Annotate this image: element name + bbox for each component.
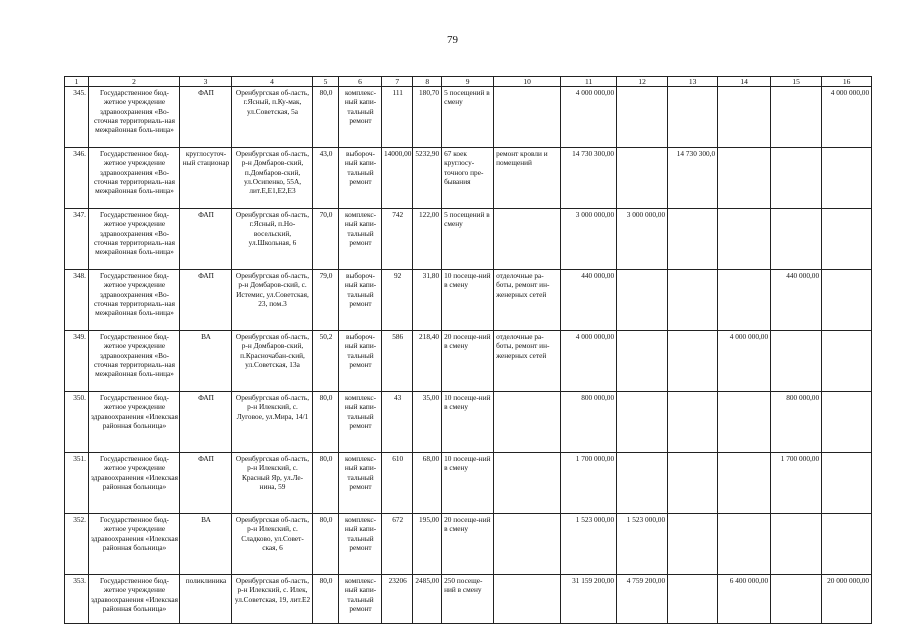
funding-col-16 [822,270,872,331]
works-description: ремонт кровли и помещений [494,148,561,209]
capacity-value: 2485,00 [413,575,442,624]
capacity-indicator: 67 коек круглосу-точного пре-бывания [442,148,494,209]
capacity-value: 180,70 [413,87,442,148]
capacity-indicator: 10 посеще-ний в смену [442,453,494,514]
table-row [65,270,872,331]
funding-col-14 [718,453,771,514]
funding-col-14 [718,392,771,453]
funding-col-13 [668,514,718,575]
funding-col-14 [718,514,771,575]
column-number-7: 7 [382,77,413,87]
repair-type: комплекс-ный капи-тальный ремонт [339,87,382,148]
total-cost: 1 523 000,00 [561,514,617,575]
facilities-table [64,76,872,624]
funding-col-14 [718,87,771,148]
institution-name: Государственное бюд-жетное учреждение здравоохранения «Во-сточная территориаль-ная межрайонная боль-ница» [89,148,180,209]
funding-col-15: 1 700 000,00 [771,453,822,514]
area-value: 111 [382,87,413,148]
funding-col-14: 6 400 000,00 [718,575,771,624]
funding-col-15 [771,148,822,209]
row-number: 353. [65,575,89,624]
funding-col-12: 4 759 200,00 [617,575,668,624]
row-number: 349. [65,331,89,392]
facility-type: ФАП [180,87,232,148]
repair-type: выбороч-ный капи-тальный ремонт [339,331,382,392]
funding-col-16: 20 000 000,00 [822,575,872,624]
total-cost: 14 730 300,00 [561,148,617,209]
capacity-indicator: 20 посеще-ний в смену [442,514,494,575]
repair-type: выбороч-ный капи-тальный ремонт [339,148,382,209]
wear-percent: 70,0 [313,209,339,270]
institution-name: Государственное бюд-жетное учреждение здравоохранения «Илекская районная больница» [89,514,180,575]
repair-type: комплекс-ный капи-тальный ремонт [339,392,382,453]
capacity-value: 218,40 [413,331,442,392]
funding-col-13 [668,270,718,331]
column-number-4: 4 [232,77,313,87]
column-number-8: 8 [413,77,442,87]
area-value: 92 [382,270,413,331]
wear-percent: 50,2 [313,331,339,392]
column-number-row [65,77,872,87]
table-row [65,331,872,392]
facility-type: ВА [180,514,232,575]
area-value: 586 [382,331,413,392]
column-number-11: 11 [561,77,617,87]
column-number-2: 2 [89,77,180,87]
funding-col-12 [617,453,668,514]
row-number: 351. [65,453,89,514]
column-number-5: 5 [313,77,339,87]
institution-name: Государственное бюд-жетное учреждение здравоохранения «Илекская районная больница» [89,575,180,624]
total-cost: 440 000,00 [561,270,617,331]
row-number: 345. [65,87,89,148]
facility-address: Оренбургская об-ласть, г.Ясный, п.Ку-мак, ул.Советская, 5а [232,87,313,148]
facility-type: ФАП [180,453,232,514]
works-description [494,514,561,575]
capacity-value: 31,80 [413,270,442,331]
area-value: 43 [382,392,413,453]
column-number-14: 14 [718,77,771,87]
funding-col-14 [718,148,771,209]
repair-type: комплекс-ный капи-тальный ремонт [339,575,382,624]
facility-address: Оренбургская об-ласть, р-н Илекский, с. Красный Яр, ул.Ле-нина, 59 [232,453,313,514]
total-cost: 4 000 000,00 [561,87,617,148]
total-cost: 4 000 000,00 [561,331,617,392]
capacity-indicator: 5 посещений в смену [442,87,494,148]
funding-col-15 [771,331,822,392]
table-row [65,514,872,575]
funding-col-12: 1 523 000,00 [617,514,668,575]
funding-col-15 [771,87,822,148]
capacity-indicator: 10 посеще-ний в смену [442,392,494,453]
facility-type: ФАП [180,209,232,270]
table-row [65,453,872,514]
table-row [65,392,872,453]
funding-col-13: 14 730 300,0 [668,148,718,209]
column-number-10: 10 [494,77,561,87]
facility-address: Оренбургская об-ласть, р-н Домбаров-ский, п.Домбаров-ский, ул.Осипенко, 55А, лит.Е,Е1,Е2,Е3 [232,148,313,209]
facility-address: Оренбургская об-ласть, р-н Илекский, с. Илек, ул.Советская, 19, лит.Е2 [232,575,313,624]
works-description [494,392,561,453]
works-description: отделочные ра-боты, ремонт ин-женерных сетей [494,331,561,392]
wear-percent: 80,0 [313,514,339,575]
row-number: 347. [65,209,89,270]
area-value: 672 [382,514,413,575]
funding-col-13 [668,209,718,270]
total-cost: 800 000,00 [561,392,617,453]
funding-col-12 [617,331,668,392]
works-description [494,87,561,148]
total-cost: 3 000 000,00 [561,209,617,270]
column-number-15: 15 [771,77,822,87]
works-description [494,575,561,624]
funding-col-15: 800 000,00 [771,392,822,453]
funding-col-13 [668,331,718,392]
capacity-value: 35,00 [413,392,442,453]
institution-name: Государственное бюд-жетное учреждение здравоохранения «Во-сточная территориаль-ная межрайонная боль-ница» [89,87,180,148]
funding-col-16 [822,453,872,514]
funding-col-12 [617,270,668,331]
works-description [494,209,561,270]
capacity-indicator: 20 посеще-ний в смену [442,331,494,392]
funding-col-16 [822,514,872,575]
column-number-13: 13 [668,77,718,87]
facility-address: Оренбургская об-ласть, р-н Илекский, с. Сладково, ул.Совет-ская, 6 [232,514,313,575]
funding-col-15 [771,209,822,270]
facility-type: круглосуточ-ный стационар [180,148,232,209]
row-number: 346. [65,148,89,209]
wear-percent: 80,0 [313,453,339,514]
area-value: 610 [382,453,413,514]
funding-col-12: 3 000 000,00 [617,209,668,270]
repair-type: комплекс-ный капи-тальный ремонт [339,453,382,514]
funding-col-16 [822,331,872,392]
funding-col-13 [668,453,718,514]
total-cost: 31 159 200,00 [561,575,617,624]
table-row [65,575,872,624]
funding-col-15 [771,514,822,575]
funding-col-13 [668,87,718,148]
facility-type: ВА [180,331,232,392]
capacity-indicator: 5 посещений в смену [442,209,494,270]
funding-col-16 [822,392,872,453]
area-value: 742 [382,209,413,270]
wear-percent: 43,0 [313,148,339,209]
facility-address: Оренбургская об-ласть, р-н Домбаров-ский, п.Красночабан-ский, ул.Советская, 13а [232,331,313,392]
table-row [65,87,872,148]
repair-type: комплекс-ный капи-тальный ремонт [339,514,382,575]
works-description: отделочные ра-боты, ремонт ин-женерных сетей [494,270,561,331]
capacity-value: 195,00 [413,514,442,575]
institution-name: Государственное бюд-жетное учреждение здравоохранения «Во-сточная территориаль-ная межрайонная боль-ница» [89,209,180,270]
table-row [65,148,872,209]
funding-col-16: 4 000 000,00 [822,87,872,148]
facility-type: ФАП [180,270,232,331]
wear-percent: 80,0 [313,392,339,453]
facility-address: Оренбургская об-ласть, р-н Илекский, с. Луговое, ул.Мира, 14/1 [232,392,313,453]
page-number: 79 [447,34,458,46]
capacity-indicator: 250 посеще-ний в смену [442,575,494,624]
column-number-16: 16 [822,77,872,87]
institution-name: Государственное бюд-жетное учреждение здравоохранения «Илекская районная больница» [89,392,180,453]
column-number-1: 1 [65,77,89,87]
column-number-12: 12 [617,77,668,87]
funding-col-12 [617,148,668,209]
row-number: 348. [65,270,89,331]
institution-name: Государственное бюд-жетное учреждение здравоохранения «Во-сточная территориаль-ная межрайонная боль-ница» [89,331,180,392]
funding-col-13 [668,575,718,624]
funding-col-15: 440 000,00 [771,270,822,331]
funding-col-14: 4 000 000,00 [718,331,771,392]
facility-address: Оренбургская об-ласть, г.Ясный, п.Но-восельский, ул.Школьная, 6 [232,209,313,270]
funding-col-16 [822,209,872,270]
institution-name: Государственное бюд-жетное учреждение здравоохранения «Илекская районная больница» [89,453,180,514]
repair-type: выбороч-ный капи-тальный ремонт [339,270,382,331]
funding-col-14 [718,270,771,331]
capacity-value: 122,00 [413,209,442,270]
wear-percent: 79,0 [313,270,339,331]
facility-type: поликлиника [180,575,232,624]
row-number: 350. [65,392,89,453]
repair-type: комплекс-ный капи-тальный ремонт [339,209,382,270]
funding-col-16 [822,148,872,209]
capacity-value: 5232,90 [413,148,442,209]
institution-name: Государственное бюд-жетное учреждение здравоохранения «Во-сточная территориаль-ная межрайонная боль-ница» [89,270,180,331]
facility-address: Оренбургская об-ласть, р-н Домбаров-ский, с. Истемис, ул.Советская, 23, пом.3 [232,270,313,331]
total-cost: 1 700 000,00 [561,453,617,514]
area-value: 14000,00 [382,148,413,209]
capacity-indicator: 10 посеще-ний в смену [442,270,494,331]
column-number-9: 9 [442,77,494,87]
facility-type: ФАП [180,392,232,453]
capacity-value: 68,00 [413,453,442,514]
row-number: 352. [65,514,89,575]
funding-col-13 [668,392,718,453]
area-value: 23206 [382,575,413,624]
works-description [494,453,561,514]
column-number-3: 3 [180,77,232,87]
table-row [65,209,872,270]
funding-col-12 [617,392,668,453]
funding-col-12 [617,87,668,148]
wear-percent: 80,0 [313,575,339,624]
wear-percent: 80,0 [313,87,339,148]
funding-col-14 [718,209,771,270]
funding-col-15 [771,575,822,624]
column-number-6: 6 [339,77,382,87]
